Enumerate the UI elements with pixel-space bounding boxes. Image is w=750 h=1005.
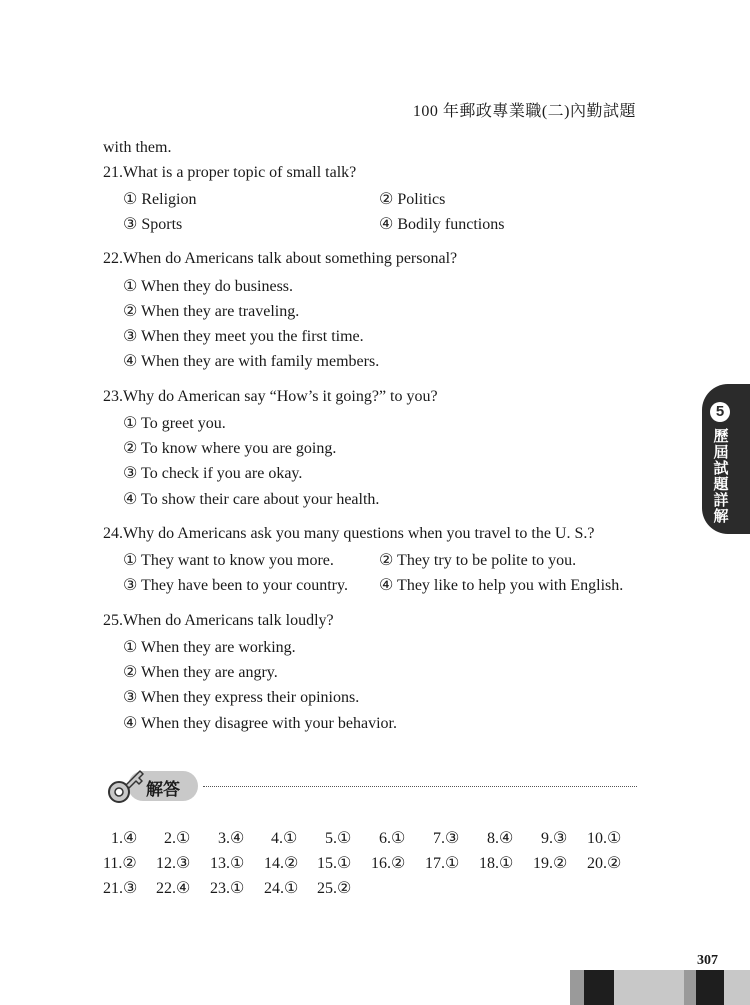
answer-item: 14.② [264, 855, 299, 872]
answer-item: 4.① [271, 830, 298, 847]
footer-block [570, 970, 584, 1005]
answer-item: 13.① [210, 855, 245, 872]
footer-block [724, 970, 750, 1005]
key-icon [106, 764, 150, 806]
q23-option-1: ① To greet you. [123, 415, 226, 432]
answer-item: 1.④ [111, 830, 138, 847]
q22-option-2: ② When they are traveling. [123, 303, 300, 320]
q25-option-2: ② When they are angry. [123, 664, 278, 681]
answer-item: 3.④ [218, 830, 245, 847]
question-23: 23.Why do American say “How’s it going?” to you? [103, 388, 438, 405]
answer-item: 23.① [210, 880, 245, 897]
footer-block [696, 970, 724, 1005]
answer-item: 5.① [325, 830, 352, 847]
q23-option-4: ④ To show their care about your health. [123, 491, 380, 508]
footer-block [614, 970, 684, 1005]
question-24: 24.Why do Americans ask you many questions when you travel to the U. S.? [103, 525, 595, 542]
answer-item: 10.① [587, 830, 622, 847]
q21-option-4: ④ Bodily functions [379, 216, 505, 233]
dotted-divider [203, 786, 637, 787]
q25-option-4: ④ When they disagree with your behavior. [123, 715, 397, 732]
page-number: 307 [697, 953, 718, 968]
q25-option-3: ③ When they express their opinions. [123, 689, 360, 706]
continuation-text: with them. [103, 139, 172, 156]
answer-item: 18.① [479, 855, 514, 872]
answer-item: 7.③ [433, 830, 460, 847]
answer-item: 25.② [317, 880, 352, 897]
answer-item: 2.① [164, 830, 191, 847]
chapter-side-tab[interactable] [702, 384, 750, 534]
chapter-label: 歷屆試題詳解 [713, 427, 729, 525]
answer-item: 12.③ [156, 855, 191, 872]
q22-option-3: ③ When they meet you the first time. [123, 328, 364, 345]
q21-option-2: ② Politics [379, 191, 446, 208]
q24-option-3: ③ They have been to your country. [123, 577, 348, 594]
chapter-number-badge: 5 [710, 402, 730, 422]
page-header: 100 年郵政專業職(二)內勤試題 [412, 103, 636, 120]
q23-option-2: ② To know where you are going. [123, 440, 337, 457]
answer-item: 17.① [425, 855, 460, 872]
answer-item: 9.③ [541, 830, 568, 847]
answer-item: 15.① [317, 855, 352, 872]
answer-item: 20.② [587, 855, 622, 872]
answer-item: 21.③ [103, 880, 138, 897]
q24-option-4: ④ They like to help you with English. [379, 577, 624, 594]
q21-option-1: ① Religion [123, 191, 197, 208]
answer-item: 6.① [379, 830, 406, 847]
q21-option-3: ③ Sports [123, 216, 183, 233]
footer-block [684, 970, 696, 1005]
q22-option-1: ① When they do business. [123, 278, 294, 295]
answer-item: 24.① [264, 880, 299, 897]
q25-option-1: ① When they are working. [123, 639, 296, 656]
q24-option-1: ① They want to know you more. [123, 552, 334, 569]
answer-item: 22.④ [156, 880, 191, 897]
q23-option-3: ③ To check if you are okay. [123, 465, 303, 482]
question-21: 21.What is a proper topic of small talk? [103, 164, 357, 181]
q24-option-2: ② They try to be polite to you. [379, 552, 577, 569]
answer-item: 11.② [103, 855, 137, 872]
footer-block [584, 970, 614, 1005]
answer-section-title: 解答 [146, 780, 180, 800]
question-25: 25.When do Americans talk loudly? [103, 612, 334, 629]
answer-item: 19.② [533, 855, 568, 872]
q22-option-4: ④ When they are with family members. [123, 353, 380, 370]
answer-item: 16.② [371, 855, 406, 872]
question-22: 22.When do Americans talk about something personal? [103, 250, 458, 267]
answer-item: 8.④ [487, 830, 514, 847]
